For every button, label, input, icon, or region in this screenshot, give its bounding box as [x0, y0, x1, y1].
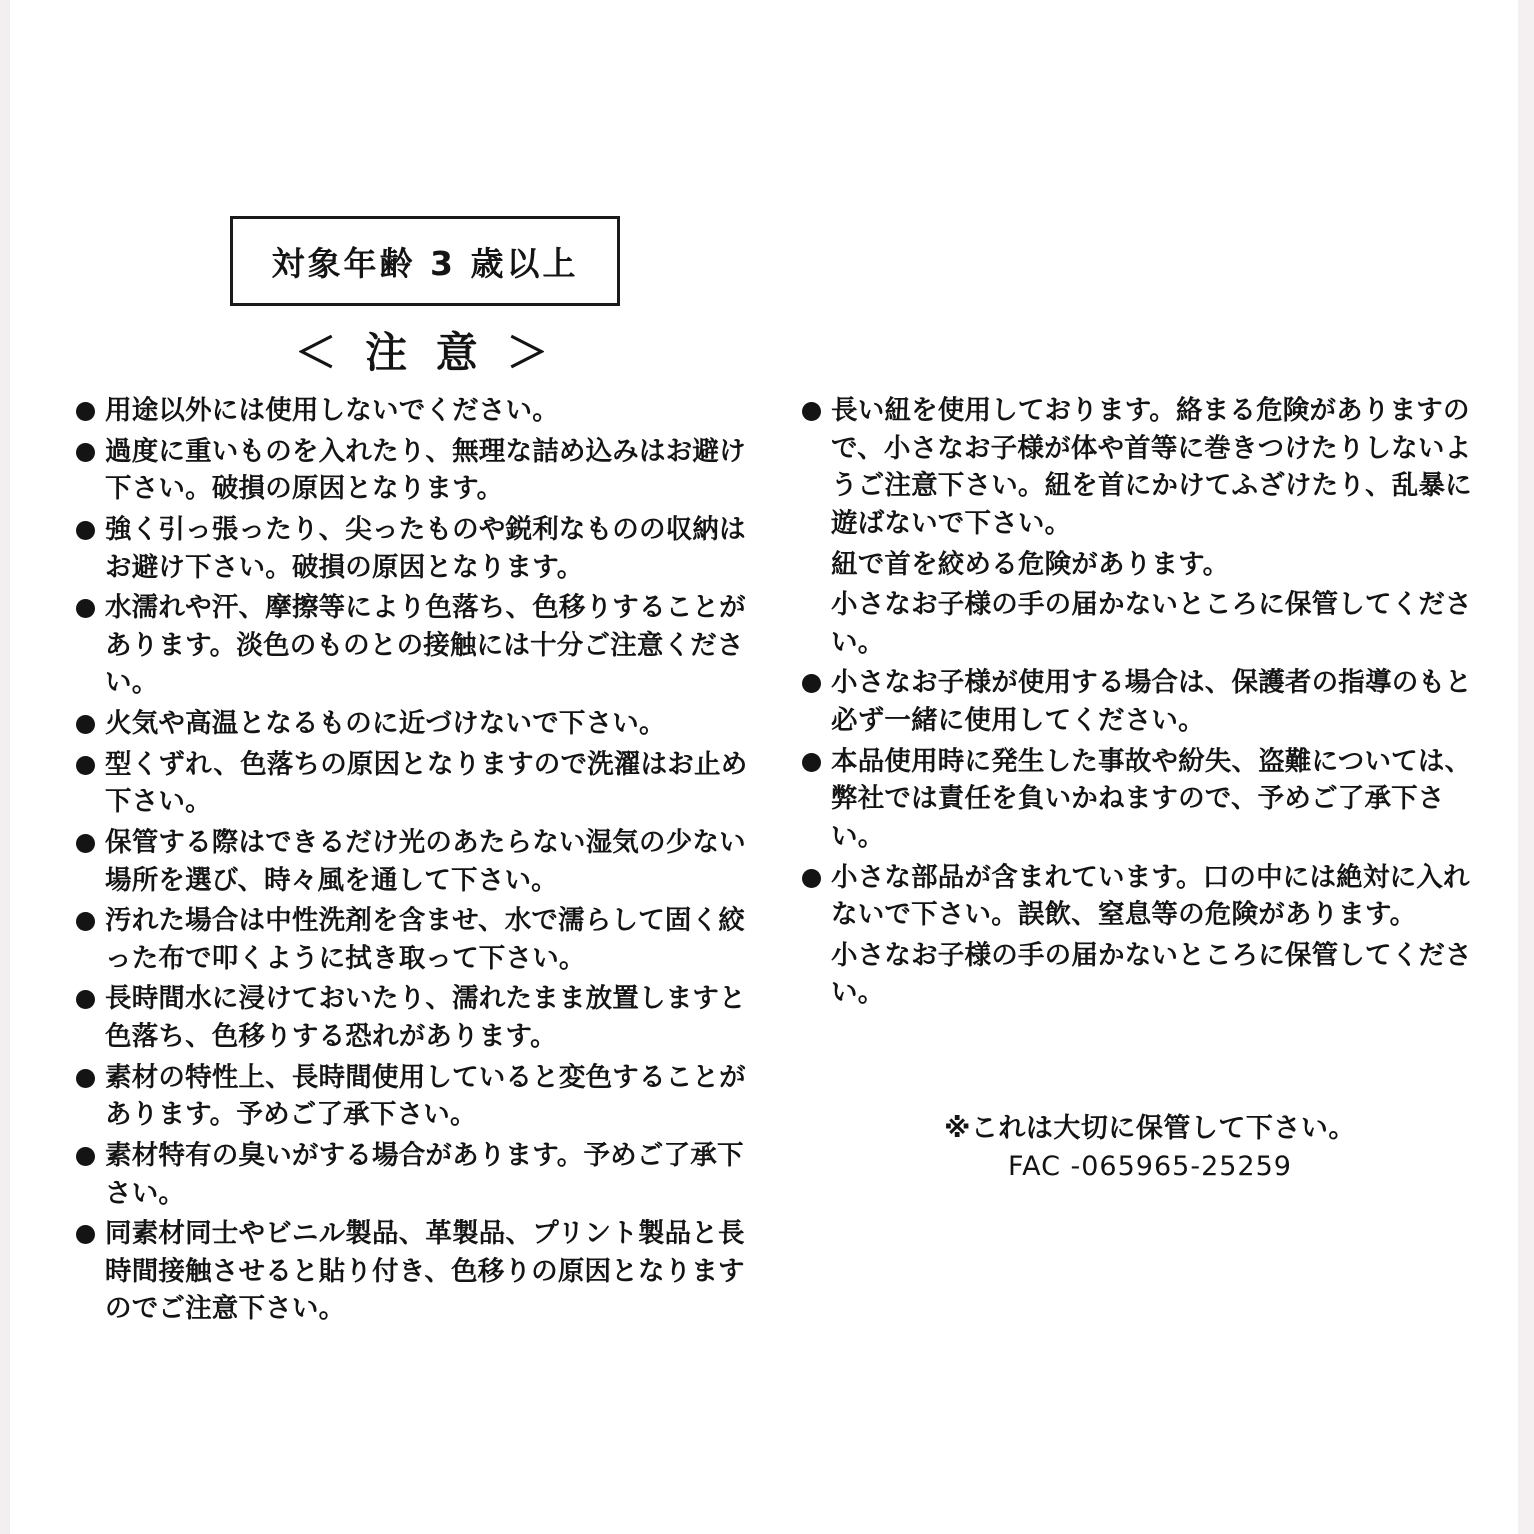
list-item: 強く引っ張ったり、尖ったものや鋭利なものの収納はお避け下さい。破損の原因となります。 — [74, 511, 766, 586]
footer-block — [800, 1106, 1500, 1182]
list-item: 長時間水に浸けておいたり、濡れたまま放置しますと色落ち、色移りする恐れがあります。 — [74, 980, 766, 1055]
caution-heading: ＜ 注 意 ＞ — [294, 328, 556, 377]
list-item: 小さなお子様の手の届かないところに保管してください。 — [831, 589, 1472, 658]
caution-list-left — [74, 392, 766, 1328]
list-item: 汚れた場合は中性洗剤を含ませ、水で濡らして固く絞った布で叩くように拭き取って下さい。 — [74, 902, 766, 977]
list-item: 小さな部品が含まれています。口の中には絶対に入れないで下さい。誤飲、窒息等の危険があります。 — [800, 859, 1490, 934]
list-item: 小さなお子様の手の届かないところに保管してください。 — [831, 939, 1472, 1009]
caution-columns — [0, 392, 1534, 1331]
list-item: 型くずれ、色落ちの原因となりますので洗濯はお止め下さい。 — [74, 746, 766, 821]
list-item: 小さなお子様が使用する場合は、保護者の指導のもと必ず一緒に使用してください。 — [800, 664, 1490, 739]
list-item: 長い紐を使用しております。絡まる危険がありますので、小さなお子様が体や首等に巻きつけたりしないようご注意下さい。紐を首にかけてふざけたり、乱暴に遊ばないで下さい。 — [800, 392, 1490, 543]
caution-column-right — [790, 392, 1534, 1331]
age-recommendation-box — [230, 216, 620, 306]
list-item: 同素材同士やビニル製品、革製品、プリント製品と長時間接触させると貼り付き、色移りの原因となりますのでご注意下さい。 — [74, 1215, 766, 1328]
list-item: 用途以外には使用しないでください。 — [74, 392, 766, 430]
list-item: 本品使用時に発生した事故や紛失、盗難については、弊社では責任を負いかねますので、予めご了承下さい。 — [800, 743, 1490, 856]
caution-column-left — [0, 392, 790, 1331]
list-item: 保管する際はできるだけ光のあたらない湿気の少ない場所を選び、時々風を通して下さい。 — [74, 824, 766, 899]
footer-product-code: FAC -065965-25259 — [1008, 1151, 1292, 1182]
list-item: 素材特有の臭いがする場合があります。予めご了承下さい。 — [74, 1137, 766, 1212]
footer-keep-note: ※これは大切に保管して下さい。 — [944, 1113, 1356, 1144]
age-recommendation-label: 対象年齢 3 歳以上 — [271, 243, 579, 283]
caution-list-right — [800, 392, 1490, 1012]
list-item: 素材の特性上、長時間使用していると変色することがあります。予めご了承下さい。 — [74, 1059, 766, 1134]
list-item: 火気や高温となるものに近づけないで下さい。 — [74, 705, 766, 743]
list-item: 過度に重いものを入れたり、無理な詰め込みはお避け下さい。破損の原因となります。 — [74, 433, 766, 508]
list-item: 紐で首を絞める危険があります。 — [831, 548, 1230, 580]
list-item: 水濡れや汗、摩擦等により色落ち、色移りすることがあります。淡色のものとの接触には十分ご注意ください。 — [74, 589, 766, 702]
